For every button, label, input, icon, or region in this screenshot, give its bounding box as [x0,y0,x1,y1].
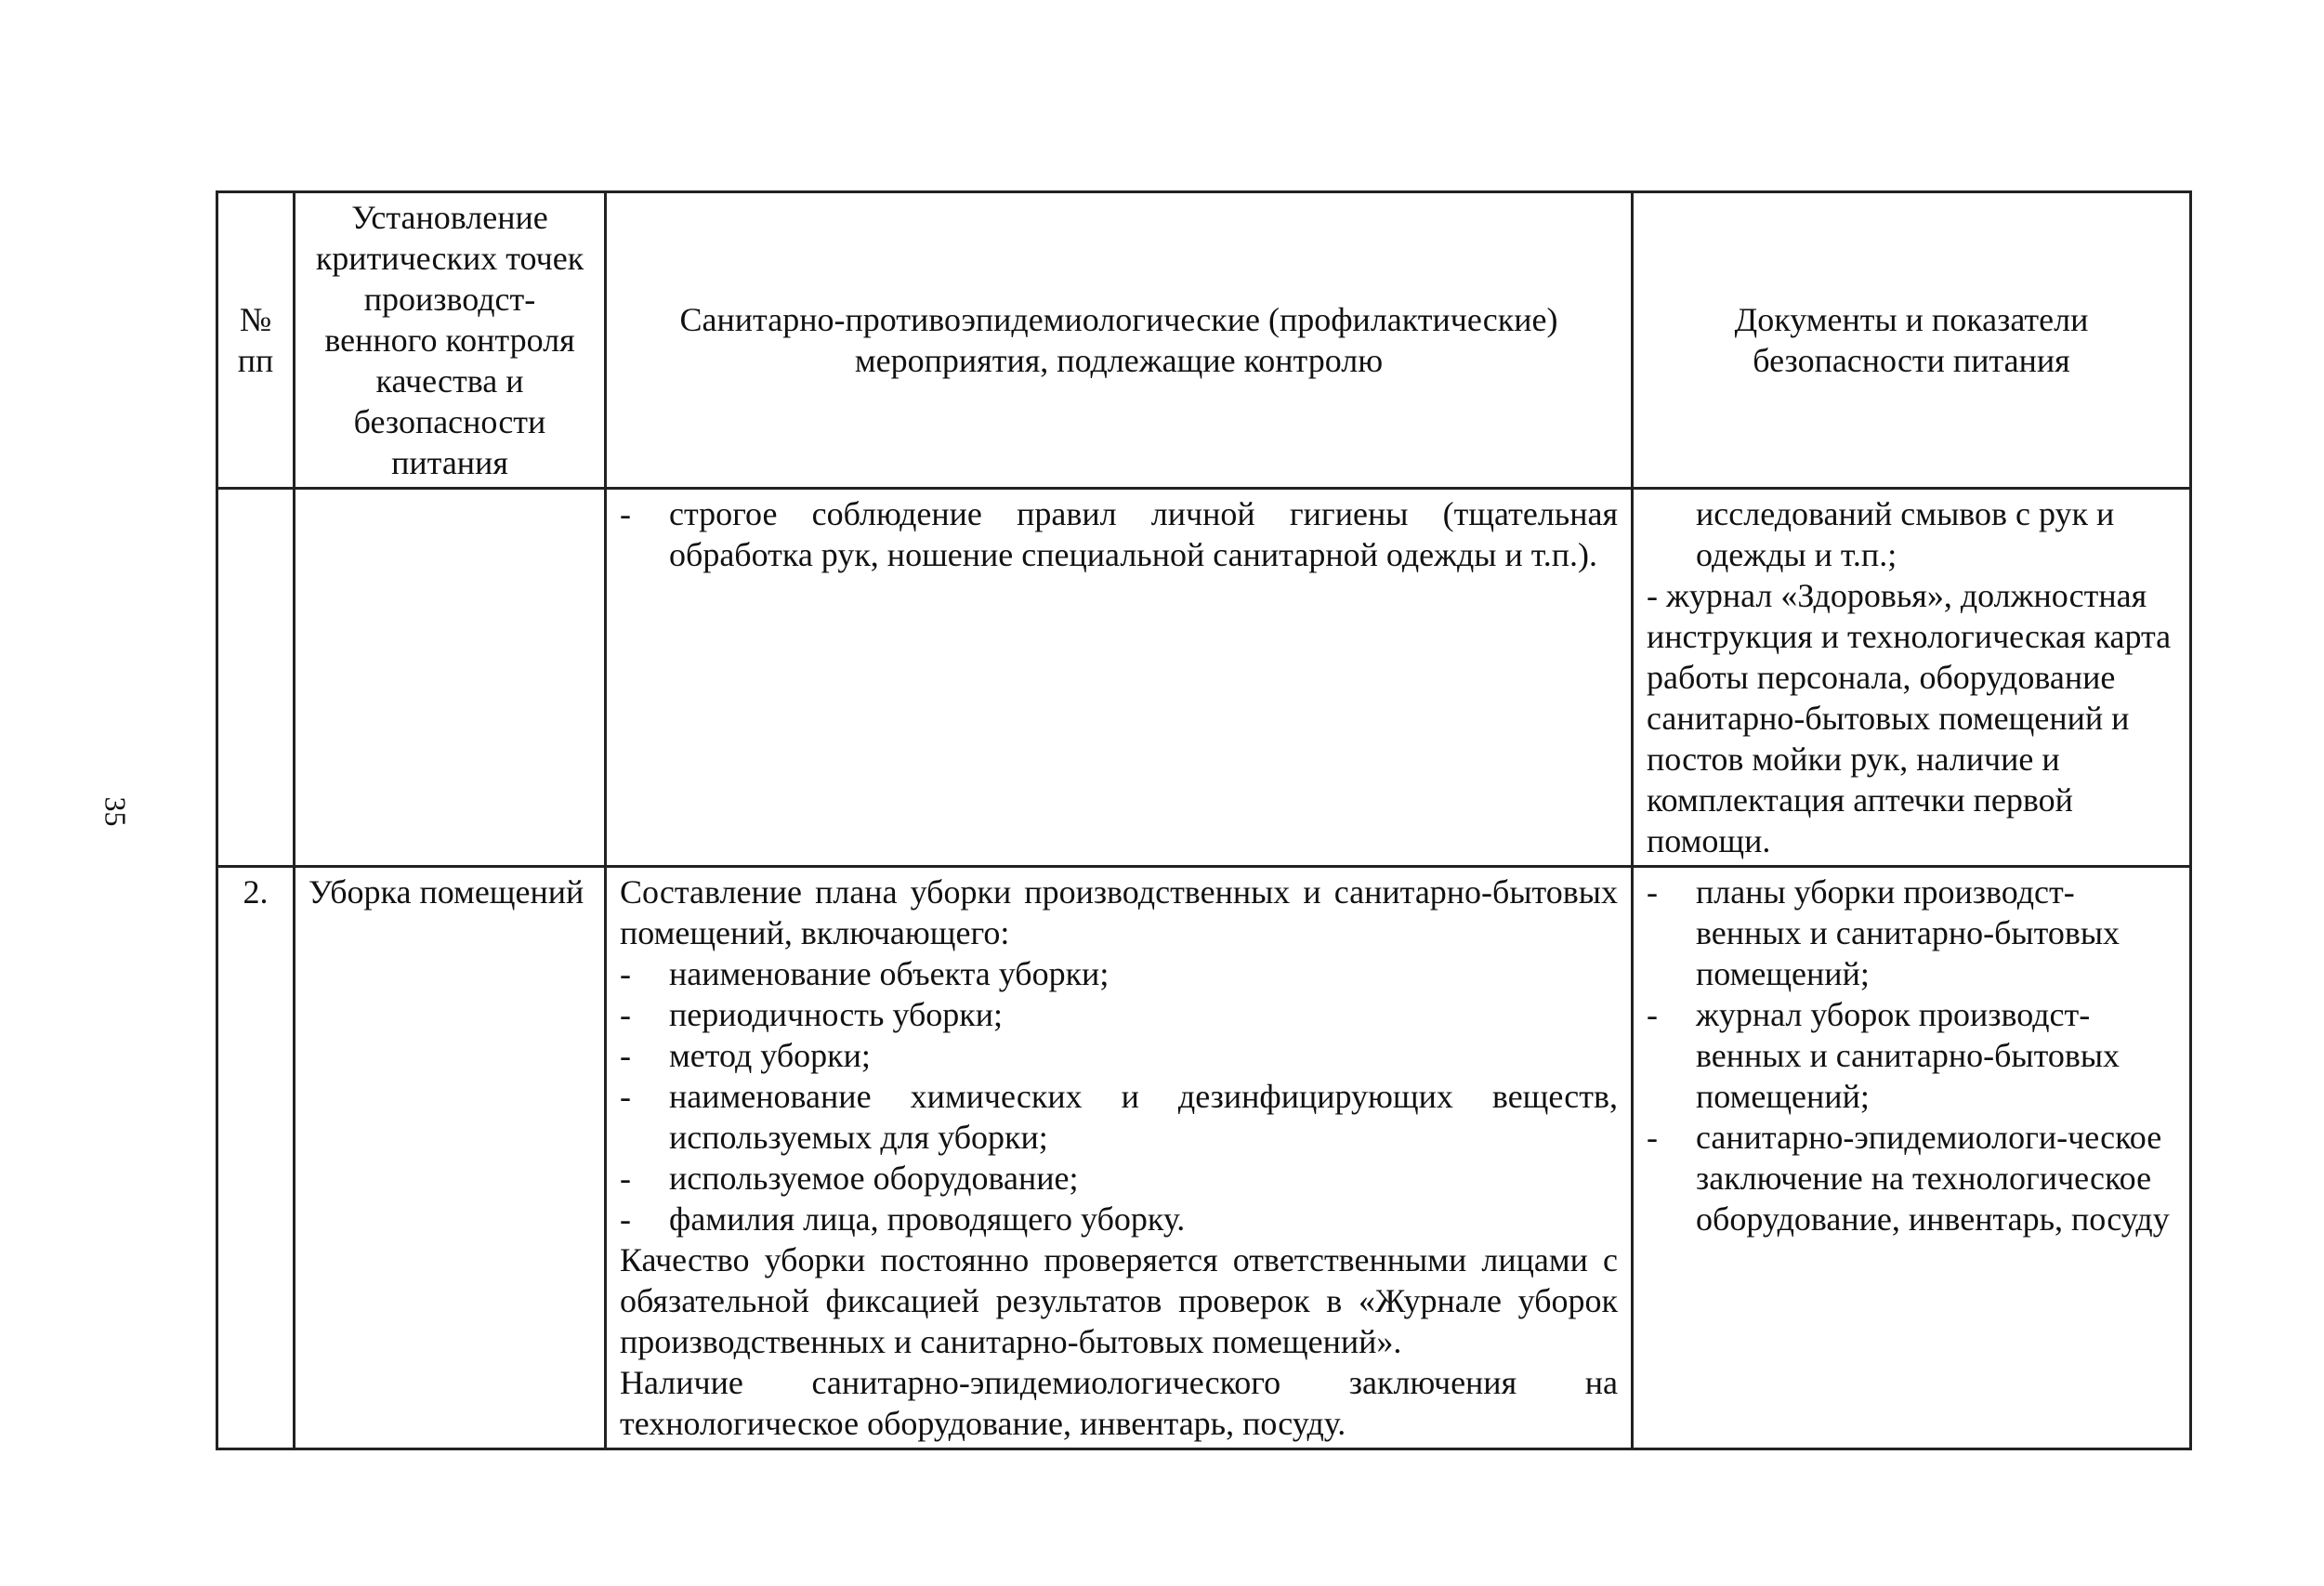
header-measures: Санитарно-противоэпидемиологические (профилактические) мероприятия, подлежащие контролю [606,192,1633,489]
cell-control-point [295,489,606,867]
cell-documents [1633,867,2191,1449]
document-table [216,190,2192,1450]
header-documents: Документы и показатели безопасности питания [1633,192,2191,489]
cell-measures [606,867,1633,1449]
list-item: - планы уборки производст-венных и санитарно-бытовых помещений; [1647,872,2176,994]
measures-list [620,493,1618,575]
documents-text: - журнал «Здоровья», должностная инструкция и технологическая карта работы персонала, оборудование санитарно-бытовых помещений и постов мойки рук, наличие и комплектация аптечки первой помощи. [1647,577,2172,859]
table-row [217,867,2191,1449]
list-item: - используемое оборудование; [620,1158,1618,1199]
list-item: - фамилия лица, проводящего уборку. [620,1199,1618,1239]
list-item: - метод уборки; [620,1035,1618,1076]
header-number: № пп [217,192,295,489]
documents-lead: исследований смывов с рук и одежды и т.п.; [1696,495,2115,573]
measures-paragraph: Наличие санитарно-эпидемиологического заключения на технологическое оборудование, инвентарь, посуду. [620,1364,1618,1442]
header-control-points: Установление критических точек производст-венного контроля качества и безопасности питания [295,192,606,489]
cell-number [217,489,295,867]
list-item: - санитарно-эпидемиологи-ческое заключение на технологическое оборудование, инвентарь, посуду [1647,1117,2176,1239]
measures-intro: Составление плана уборки производственных и санитарно-бытовых помещений, включающего: [620,873,1618,951]
cell-control-point: Уборка помещений [295,867,606,1449]
table-header-row [217,192,2191,489]
measures-list [620,953,1618,1239]
list-item: - журнал уборок производст-венных и санитарно-бытовых помещений; [1647,994,2176,1117]
documents-list [1647,872,2176,1239]
list-item: - наименование химических и дезинфицирующих веществ, используемых для уборки; [620,1076,1618,1158]
measures-paragraph: Качество уборки постоянно проверяется ответственными лицами с обязательной фиксацией результатов проверок в «Журнале уборок производственных и санитарно-бытовых помещений». [620,1241,1618,1360]
table-row [217,489,2191,867]
cell-measures [606,489,1633,867]
list-item: - периодичность уборки; [620,994,1618,1035]
list-item: - строгое соблюдение правил личной гигиены (тщательная обработка рук, ношение специальной санитарной одежды и т.п.). [620,493,1618,575]
list-item: - наименование объекта уборки; [620,953,1618,994]
cell-number: 2. [217,867,295,1449]
cell-documents [1633,489,2191,867]
page-number: 35 [98,796,133,827]
